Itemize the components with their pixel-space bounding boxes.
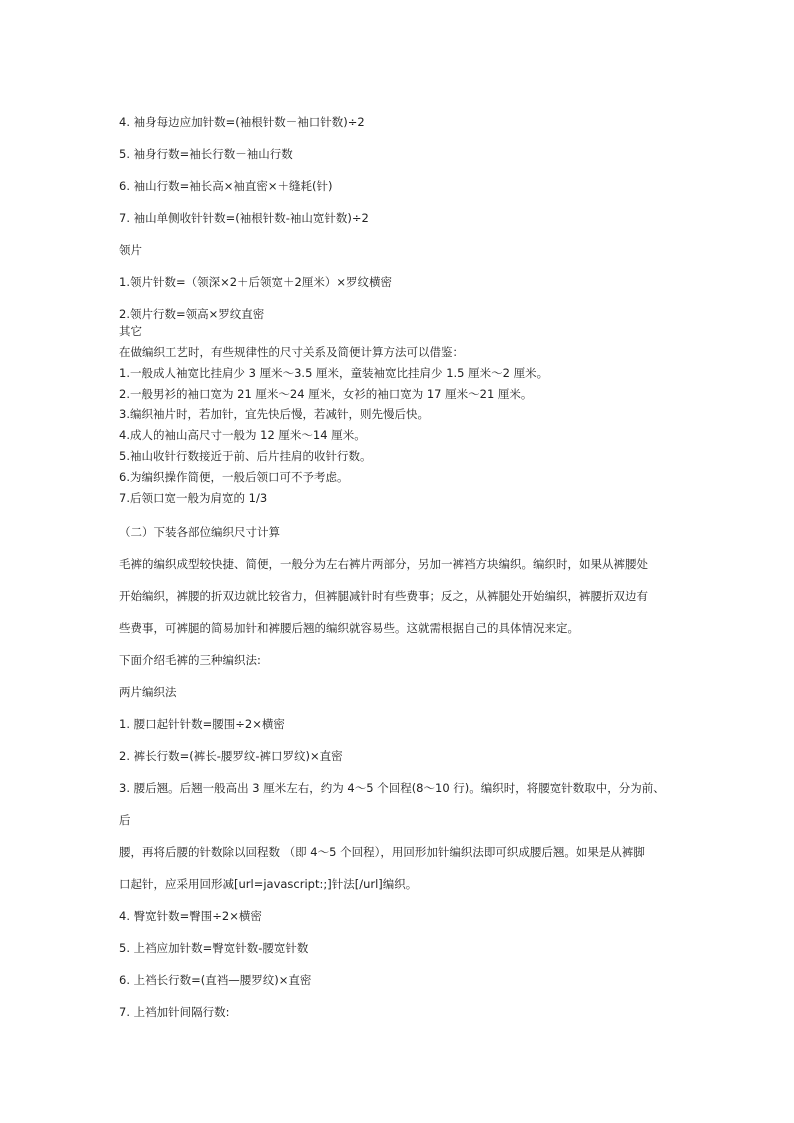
text-line: 腰，再将后腰的针数除以回程数 （即 4～5 个回程），用回形加针编织法即可织成腰后翘。如果是从裤脚 bbox=[119, 845, 645, 859]
text-line: 开始编织，裤腰的折双边就比较省力，但裤腿减针时有些费事；反之，从裤腿处开始编织，裤腰折双边有 bbox=[119, 589, 648, 603]
text-line: 4. 袖身每边应加针数=(袖根针数－袖口针数)÷2 bbox=[119, 115, 365, 129]
text-line: 7.后领口宽一般为肩宽的 1/3 bbox=[119, 491, 268, 505]
text-line: 毛裤的编织成型较快捷、简便，一般分为左右裤片两部分，另加一裤裆方块编织。编织时，如果从裤腰处 bbox=[119, 557, 648, 571]
text-line: 7. 袖山单侧收针针数=(袖根针数-袖山宽针数)÷2 bbox=[119, 211, 369, 225]
text-line: 7. 上裆加针间隔行数: bbox=[119, 1005, 230, 1019]
text-line: 3. 腰后翘。后翘一般高出 3 厘米左右，约为 4～5 个回程(8～10 行)。编织时，将腰宽针数取中，分为前、 bbox=[119, 781, 665, 795]
document-page bbox=[119, 0, 689, 1123]
text-line: 5.袖山收针行数接近于前、后片挂肩的收针行数。 bbox=[119, 449, 372, 463]
text-line: 1.一般成人袖宽比挂肩少 3 厘米～3.5 厘米，童装袖宽比挂肩少 1.5 厘米～2 厘米。 bbox=[119, 366, 549, 380]
section-heading: 两片编织法 bbox=[119, 685, 177, 699]
text-line: 5. 袖身行数=袖长行数－袖山行数 bbox=[119, 147, 293, 161]
section-heading: （二）下装各部位编织尺寸计算 bbox=[119, 525, 280, 539]
text-line: 下面介绍毛裤的三种编织法: bbox=[119, 653, 261, 667]
text-line: 6. 上裆长行数=(直裆—腰罗纹)×直密 bbox=[119, 973, 312, 987]
text-line: 2.领片行数=领高×罗纹直密 bbox=[119, 307, 265, 321]
text-line: 后 bbox=[119, 813, 131, 827]
text-line: 2.一般男衫的袖口宽为 21 厘米～24 厘米，女衫的袖口宽为 17 厘米～21 厘米。 bbox=[119, 387, 533, 401]
text-line: 1. 腰口起针针数=腰围÷2×横密 bbox=[119, 717, 285, 731]
text-line: 1.领片针数=（领深×2＋后领宽＋2厘米）×罗纹横密 bbox=[119, 275, 393, 289]
text-line: 3.编织袖片时，若加针，宜先快后慢，若减针，则先慢后快。 bbox=[119, 407, 429, 421]
text-line: 5. 上裆应加针数=臀宽针数-腰宽针数 bbox=[119, 941, 309, 955]
text-line: 在做编织工艺时，有些规律性的尺寸关系及简便计算方法可以借鉴： bbox=[119, 345, 464, 359]
text-line: 6.为编织操作简便，一般后领口可不予考虑。 bbox=[119, 470, 349, 484]
text-line: 2. 裤长行数=(裤长-腰罗纹-裤口罗纹)×直密 bbox=[119, 749, 343, 763]
text-line: 4.成人的袖山高尺寸一般为 12 厘米～14 厘米。 bbox=[119, 428, 366, 442]
text-line: 4. 臀宽针数=臀围÷2×横密 bbox=[119, 909, 262, 923]
section-heading: 领片 bbox=[119, 243, 142, 257]
text-line: 些费事，可裤腿的简易加针和裤腰后翘的编织就容易些。这就需根据自己的具体情况来定。 bbox=[119, 621, 579, 635]
text-line: 口起针，应采用回形减[url=javascript:;]针法[/url]编织。 bbox=[119, 877, 418, 891]
text-line: 6. 袖山行数=袖长高×袖直密×＋缝耗(针) bbox=[119, 179, 333, 193]
section-heading: 其它 bbox=[119, 324, 142, 338]
